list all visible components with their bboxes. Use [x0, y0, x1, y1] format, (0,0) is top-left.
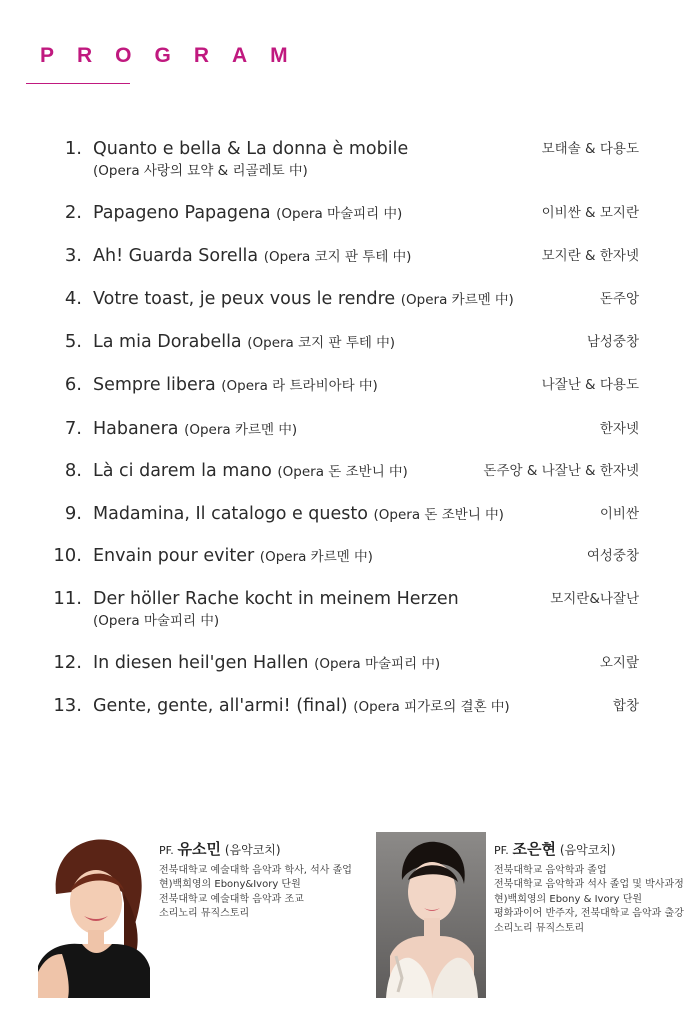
pianist-name-line: PF. 유소민 (음악코치): [159, 840, 281, 858]
pianist-name: 조은현: [512, 840, 557, 858]
item-opera: (Opera 마술피리 中): [93, 613, 220, 629]
item-opera: (Opera 마술피리 中): [314, 656, 441, 672]
item-number: 10.: [53, 545, 82, 566]
bio-line: 전북대학교 음악학과 졸업: [494, 865, 607, 876]
item-opera: (Opera 마술피리 中): [276, 206, 403, 222]
item-performer: 모태솔 & 다용도: [541, 141, 639, 157]
item-performer: 오지랖: [599, 655, 639, 671]
item-number: 7.: [64, 418, 82, 439]
item-opera: (Opera 코지 판 투테 中): [247, 335, 395, 351]
item-number: 12.: [53, 652, 82, 673]
item-performer: 모지란&나잘난: [550, 591, 639, 607]
pianist-name-line: PF. 조은현 (음악코치): [494, 840, 616, 858]
item-performer: 나잘난 & 다용도: [541, 377, 639, 393]
bio-line: 현)백희영의 Ebony&Ivory 단원: [159, 879, 301, 891]
item-performer: 모지란 & 한자넷: [541, 248, 639, 264]
item-number: 3.: [64, 245, 82, 266]
item-title: Papageno Papagena (Opera 마술피리 中): [93, 203, 403, 223]
bio-line: 전북대학교 예술대학 음악과 학사, 석사 졸업: [159, 865, 352, 876]
title-underline: [26, 83, 130, 84]
item-title: Gente, gente, all'armi! (final) (Opera 피가로의 결혼 中): [93, 696, 510, 716]
page-title: PROGRAM: [40, 44, 311, 67]
item-performer: 이비싼 & 모지란: [541, 205, 639, 221]
item-opera: (Opera 라 트라비아타 中): [221, 378, 378, 394]
item-title: Quanto e bella & La donna è mobile: [93, 139, 409, 159]
pianist-name: 유소민: [177, 840, 222, 858]
bio-line: 전북대학교 음악학과 석사 졸업 및 박사과정: [494, 879, 684, 891]
item-number: 6.: [64, 374, 82, 395]
pianist-photo-1: [38, 832, 150, 998]
item-opera: (Opera 코지 판 투테 中): [263, 249, 412, 265]
bio-line: 전북대학교 예술대학 음악과 조교: [159, 893, 304, 905]
item-performer: 한자넷: [599, 421, 639, 437]
item-title: La mia Dorabella (Opera 코지 판 투테 中): [93, 332, 395, 352]
pianist-bio-2: [494, 840, 684, 936]
item-opera: (Opera 돈 조반니 中): [373, 507, 504, 523]
item-number: 11.: [53, 588, 82, 609]
item-number: 13.: [53, 695, 82, 716]
bio-line: 소리노리 뮤직스토리: [494, 922, 585, 934]
item-performer: 남성중창: [586, 334, 639, 350]
item-title: Ah! Guarda Sorella (Opera 코지 판 투테 中): [93, 246, 412, 266]
item-performer: 돈주앙: [599, 291, 639, 307]
item-title: Là ci darem la mano (Opera 돈 조반니 中): [93, 461, 408, 481]
item-title: Habanera (Opera 카르멘 中): [93, 419, 298, 439]
item-number: 9.: [64, 503, 82, 524]
item-opera: (Opera 피가로의 결혼 中): [353, 699, 510, 715]
item-opera: (Opera 카르멘 中): [400, 292, 514, 308]
item-title: Votre toast, je peux vous le rendre (Opera 카르멘 中): [93, 289, 514, 309]
pianist-photo-2: [376, 832, 486, 998]
item-opera: (Opera 사랑의 묘약 & 리골레토 中): [93, 163, 308, 179]
item-number: 8.: [64, 460, 82, 481]
item-performer: 이비싼: [599, 506, 639, 522]
item-opera: (Opera 카르멘 中): [184, 422, 298, 438]
item-title: In diesen heil'gen Hallen (Opera 마술피리 中): [93, 653, 441, 673]
item-performer: 합창: [612, 698, 639, 714]
bio-line: 소리노리 뮤직스토리: [159, 908, 250, 920]
item-title: Envain pour eviter (Opera 카르멘 中): [93, 546, 373, 566]
item-number: 5.: [64, 331, 82, 352]
item-title: Madamina, Il catalogo e questo (Opera 돈 조반니 中): [93, 504, 504, 524]
item-title: Der höller Rache kocht in meinem Herzen: [93, 589, 459, 609]
item-title: Sempre libera (Opera 라 트라비아타 中): [93, 375, 378, 395]
bio-line: 평화과이어 반주자, 전북대학교 음악과 출강: [494, 908, 684, 920]
bio-line: 현)백희영의 Ebony & Ivory 단원: [494, 893, 643, 905]
pianist-bio-1: [159, 840, 352, 922]
item-opera: (Opera 카르멘 中): [259, 549, 373, 565]
item-number: 1.: [64, 138, 82, 159]
item-performer: 돈주앙 & 나잘난 & 한자넷: [483, 463, 639, 479]
item-performer: 여성중창: [586, 548, 639, 564]
item-number: 2.: [64, 202, 82, 223]
item-opera: (Opera 돈 조반니 中): [277, 464, 408, 480]
item-number: 4.: [64, 288, 82, 309]
